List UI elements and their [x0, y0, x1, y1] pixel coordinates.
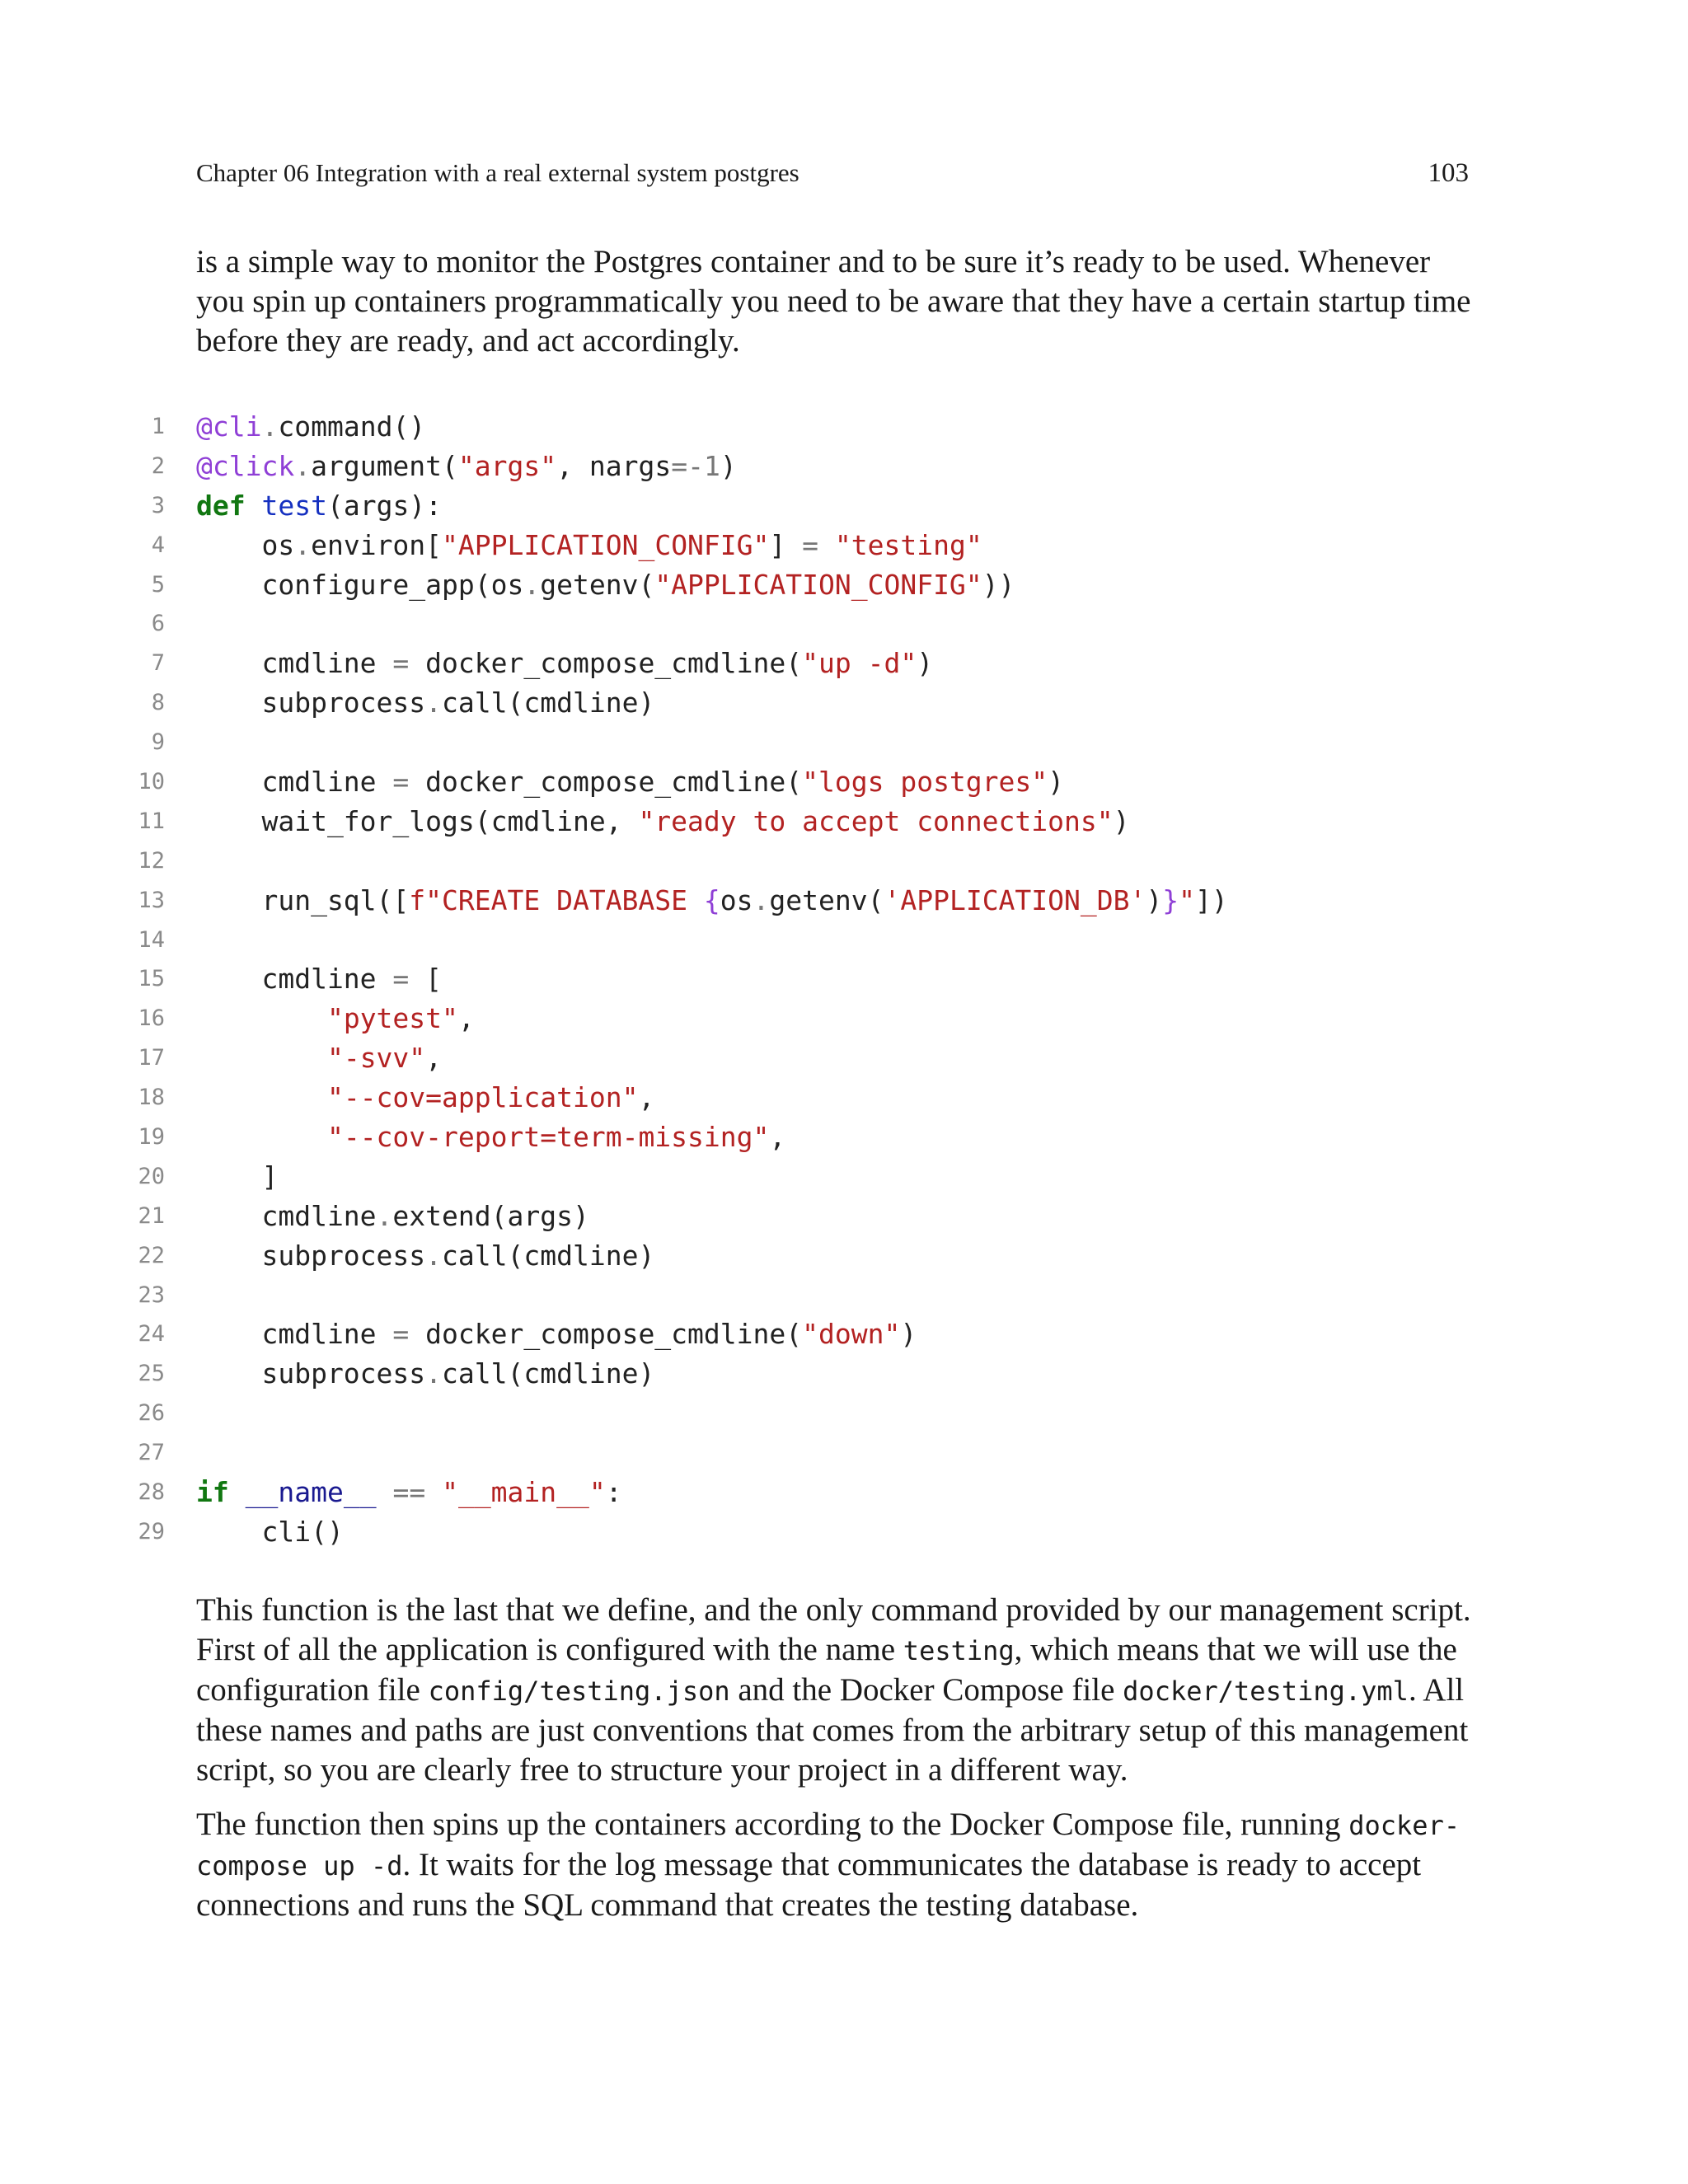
- code-token: __name__: [245, 1476, 377, 1509]
- code-token: 'APPLICATION_DB': [884, 883, 1146, 916]
- line-code: [196, 644, 933, 683]
- code-token: .: [294, 528, 312, 561]
- code-token: wait_for_logs(cmdline,: [196, 804, 639, 837]
- line-number: 11: [138, 808, 165, 834]
- code-line: [132, 644, 1533, 683]
- line-code: [196, 1078, 654, 1118]
- code-token: run_sql([: [196, 883, 410, 916]
- code-token: (args):: [326, 489, 443, 522]
- code-token: ,: [638, 1081, 655, 1114]
- code-line: [132, 723, 1533, 762]
- code-token: cmdline: [196, 766, 393, 799]
- code-line: [132, 1038, 1533, 1078]
- code-token: cmdline: [196, 1199, 377, 1232]
- line-code: [196, 1157, 278, 1197]
- code-token: os: [196, 528, 295, 561]
- text-run: , which means that we will use the configuration file: [196, 1632, 1457, 1708]
- line-number: 6: [151, 611, 165, 637]
- code-line: [132, 526, 1533, 565]
- code-line: [132, 1433, 1533, 1473]
- inline-code-compose-command: docker-compose up -d: [196, 1810, 1461, 1882]
- chapter-title: Chapter 06 Integration with a real external system postgres: [196, 158, 799, 187]
- code-line: [132, 841, 1533, 881]
- code-token: .: [425, 687, 443, 719]
- code-line: [132, 1315, 1533, 1354]
- code-token: subprocess: [196, 1357, 426, 1390]
- line-number: 3: [151, 492, 165, 518]
- code-token: "up -d": [802, 647, 917, 680]
- code-token: cmdline: [196, 963, 393, 996]
- intro-paragraph: is a simple way to monitor the Postgres container and to be sure it’s ready to be used. Whenever you spin up containers programmatically you need to be aware that they have a certain startup time before they are ready, and act accordingly.: [196, 244, 1471, 359]
- line-number: 17: [138, 1045, 165, 1071]
- code-token: call(cmdline): [442, 1239, 655, 1272]
- line-code: [196, 1315, 917, 1354]
- code-line: [132, 1354, 1533, 1394]
- line-number: 21: [138, 1202, 165, 1229]
- code-token: def: [196, 489, 246, 522]
- code-token: call(cmdline): [442, 1357, 655, 1390]
- line-number: 28: [138, 1479, 165, 1506]
- line-code: [196, 565, 1015, 605]
- line-number: 7: [151, 650, 165, 677]
- code-token: .: [523, 568, 541, 601]
- line-code: [196, 1512, 344, 1552]
- code-token: [196, 1121, 327, 1153]
- line-code: [196, 526, 982, 565]
- code-token: ): [720, 449, 737, 482]
- code-token: os: [720, 883, 753, 916]
- code-token: extend(args): [392, 1199, 589, 1232]
- code-line: [132, 407, 1533, 447]
- code-token: [377, 1476, 393, 1508]
- code-token: ,: [425, 1042, 443, 1075]
- line-number: 15: [138, 966, 165, 992]
- line-number: 14: [138, 926, 165, 953]
- code-line: [132, 1197, 1533, 1236]
- code-token: "APPLICATION_CONFIG": [442, 528, 770, 561]
- code-line: [132, 565, 1533, 605]
- code-token: configure_app(os: [196, 568, 524, 601]
- code-token: =: [802, 528, 819, 561]
- code-token: ): [917, 647, 934, 680]
- code-token: {: [703, 883, 720, 916]
- code-token: , nargs: [556, 449, 672, 482]
- code-token: .: [753, 883, 770, 916]
- code-token: "-svv": [326, 1042, 426, 1075]
- code-token: )): [982, 568, 1015, 601]
- code-token: if: [196, 1476, 229, 1509]
- code-token: cmdline: [196, 1318, 393, 1351]
- code-token: 1: [703, 449, 720, 482]
- code-token: command(): [278, 410, 426, 443]
- code-token: [246, 490, 262, 522]
- code-line: [132, 1157, 1533, 1197]
- code-token: =: [392, 766, 410, 799]
- code-token: ): [900, 1318, 917, 1351]
- code-token: ): [1146, 883, 1163, 916]
- code-token: "down": [802, 1318, 901, 1351]
- code-token: docker_compose_cmdline(: [409, 766, 803, 799]
- code-token: "ready to accept connections": [638, 804, 1114, 837]
- code-token: .: [425, 1239, 443, 1272]
- code-line: [132, 486, 1533, 526]
- line-number: 10: [138, 769, 165, 795]
- line-number: 13: [138, 887, 165, 913]
- code-token: "--cov=application": [326, 1081, 639, 1114]
- line-number: 9: [151, 729, 165, 756]
- code-line: [132, 1236, 1533, 1276]
- code-token: ]: [196, 1160, 279, 1193]
- line-code: [196, 1118, 785, 1157]
- code-token: call(cmdline): [442, 687, 655, 719]
- line-code: [196, 407, 425, 447]
- code-token: ,: [457, 1002, 475, 1035]
- code-line: [132, 1512, 1533, 1552]
- code-token: "logs postgres": [802, 766, 1048, 799]
- line-code: [196, 881, 1228, 921]
- code-token: ,: [769, 1121, 786, 1154]
- code-line: [132, 1276, 1533, 1315]
- running-header: [196, 155, 1469, 191]
- line-number: 27: [138, 1440, 165, 1466]
- code-line: [132, 959, 1533, 999]
- code-token: =: [392, 647, 410, 680]
- page-number: 103: [1428, 158, 1469, 188]
- code-token: environ[: [311, 528, 443, 561]
- code-token: "pytest": [326, 1002, 458, 1035]
- text-run: and the Docker Compose file: [729, 1672, 1123, 1708]
- code-token: f"CREATE DATABASE: [409, 883, 704, 916]
- code-token: ]): [1195, 883, 1228, 916]
- text-run: . It waits for the log message that communicates the database is ready to accept connections and runs the SQL command that creates the testing database.: [196, 1847, 1422, 1923]
- code-token: .: [376, 1199, 393, 1232]
- inline-code-compose-path: docker/testing.yml: [1123, 1675, 1409, 1707]
- code-token: =-: [671, 449, 704, 482]
- code-line: [132, 999, 1533, 1038]
- line-code: [196, 1038, 442, 1078]
- line-number: 8: [151, 690, 165, 716]
- inline-code-testing: testing: [903, 1635, 1015, 1666]
- code-token: =: [392, 1318, 410, 1351]
- line-code: [196, 802, 1129, 841]
- code-line: [132, 1394, 1533, 1433]
- code-line: [132, 683, 1533, 723]
- code-line: [132, 447, 1533, 486]
- line-number: 12: [138, 847, 165, 874]
- line-code: [196, 959, 442, 999]
- code-token: [196, 1002, 327, 1034]
- code-token: ==: [392, 1476, 426, 1509]
- code-line: [132, 762, 1533, 802]
- code-line: [132, 921, 1533, 960]
- code-token: .: [294, 449, 312, 482]
- explanation-paragraph-1: [196, 1591, 1475, 1790]
- code-token: [196, 1042, 327, 1074]
- line-number: 22: [138, 1242, 165, 1268]
- code-line: [132, 1078, 1533, 1118]
- line-code: [196, 999, 475, 1038]
- line-number: 19: [138, 1124, 165, 1151]
- line-code: [196, 447, 737, 486]
- code-token: "__main__": [442, 1476, 606, 1509]
- line-number: 1: [151, 414, 165, 439]
- code-token: docker_compose_cmdline(: [409, 1318, 803, 1351]
- line-number: 25: [138, 1361, 165, 1387]
- line-number: 29: [138, 1518, 165, 1544]
- line-number: 16: [138, 1005, 165, 1032]
- code-line: [132, 604, 1533, 644]
- code-token: @click: [196, 449, 295, 482]
- code-token: @cli: [196, 410, 262, 443]
- code-listing: [132, 407, 1533, 1552]
- code-token: =: [392, 963, 410, 996]
- text-run: The function then spins up the containers according to the Docker Compose file, running: [196, 1807, 1349, 1842]
- code-token: ]: [769, 528, 803, 561]
- line-code: [196, 1473, 622, 1512]
- code-token: ): [1113, 804, 1130, 837]
- code-token: "APPLICATION_CONFIG": [654, 568, 982, 601]
- explanation-paragraph-2: [196, 1805, 1556, 1925]
- code-token: subprocess: [196, 1239, 426, 1272]
- inline-code-config-path: config/testing.json: [428, 1675, 730, 1707]
- code-token: [: [409, 963, 443, 996]
- line-code: [196, 762, 1064, 802]
- code-token: "testing": [834, 528, 982, 561]
- line-code: [196, 1197, 589, 1236]
- line-code: [196, 683, 654, 723]
- code-line: [132, 1118, 1533, 1157]
- line-number: 24: [138, 1321, 165, 1347]
- code-token: :: [605, 1476, 622, 1509]
- code-line: [132, 802, 1533, 841]
- code-token: [425, 1476, 442, 1508]
- line-number: 18: [138, 1085, 165, 1111]
- text-run: This function is the last that we define, and the only command provided by our management script. First of all the application is configured with the name: [196, 1592, 1471, 1667]
- code-token: getenv(: [769, 883, 884, 916]
- line-code: [196, 486, 442, 526]
- line-number: 20: [138, 1163, 165, 1189]
- code-token: .: [261, 410, 279, 443]
- text-run: . All these names and paths are just conventions that comes from the arbitrary setup of this management script, so you are clearly free to structure your project in a different way.: [196, 1672, 1469, 1788]
- code-token: "args": [457, 449, 557, 482]
- code-token: [196, 1081, 327, 1113]
- code-token: ): [1048, 766, 1065, 799]
- code-token: argument(: [311, 449, 458, 482]
- line-code: [196, 1354, 654, 1394]
- line-number: 2: [151, 452, 165, 479]
- code-token: }: [1162, 883, 1179, 916]
- code-token: cmdline: [196, 647, 393, 680]
- code-token: ": [1179, 883, 1195, 916]
- line-code: [196, 1236, 654, 1276]
- code-token: [818, 529, 835, 561]
- code-token: .: [425, 1357, 443, 1390]
- code-token: docker_compose_cmdline(: [409, 647, 803, 680]
- code-token: [229, 1476, 246, 1508]
- line-number: 4: [151, 532, 165, 558]
- code-line: [132, 881, 1533, 921]
- code-token: test: [261, 489, 327, 522]
- line-number: 5: [151, 571, 165, 598]
- code-token: subprocess: [196, 687, 426, 719]
- code-line: [132, 1473, 1533, 1512]
- line-number: 23: [138, 1282, 165, 1308]
- code-token: cli(): [196, 1515, 344, 1548]
- code-token: getenv(: [540, 568, 655, 601]
- code-token: "--cov-report=term-missing": [326, 1121, 770, 1154]
- line-number: 26: [138, 1400, 165, 1427]
